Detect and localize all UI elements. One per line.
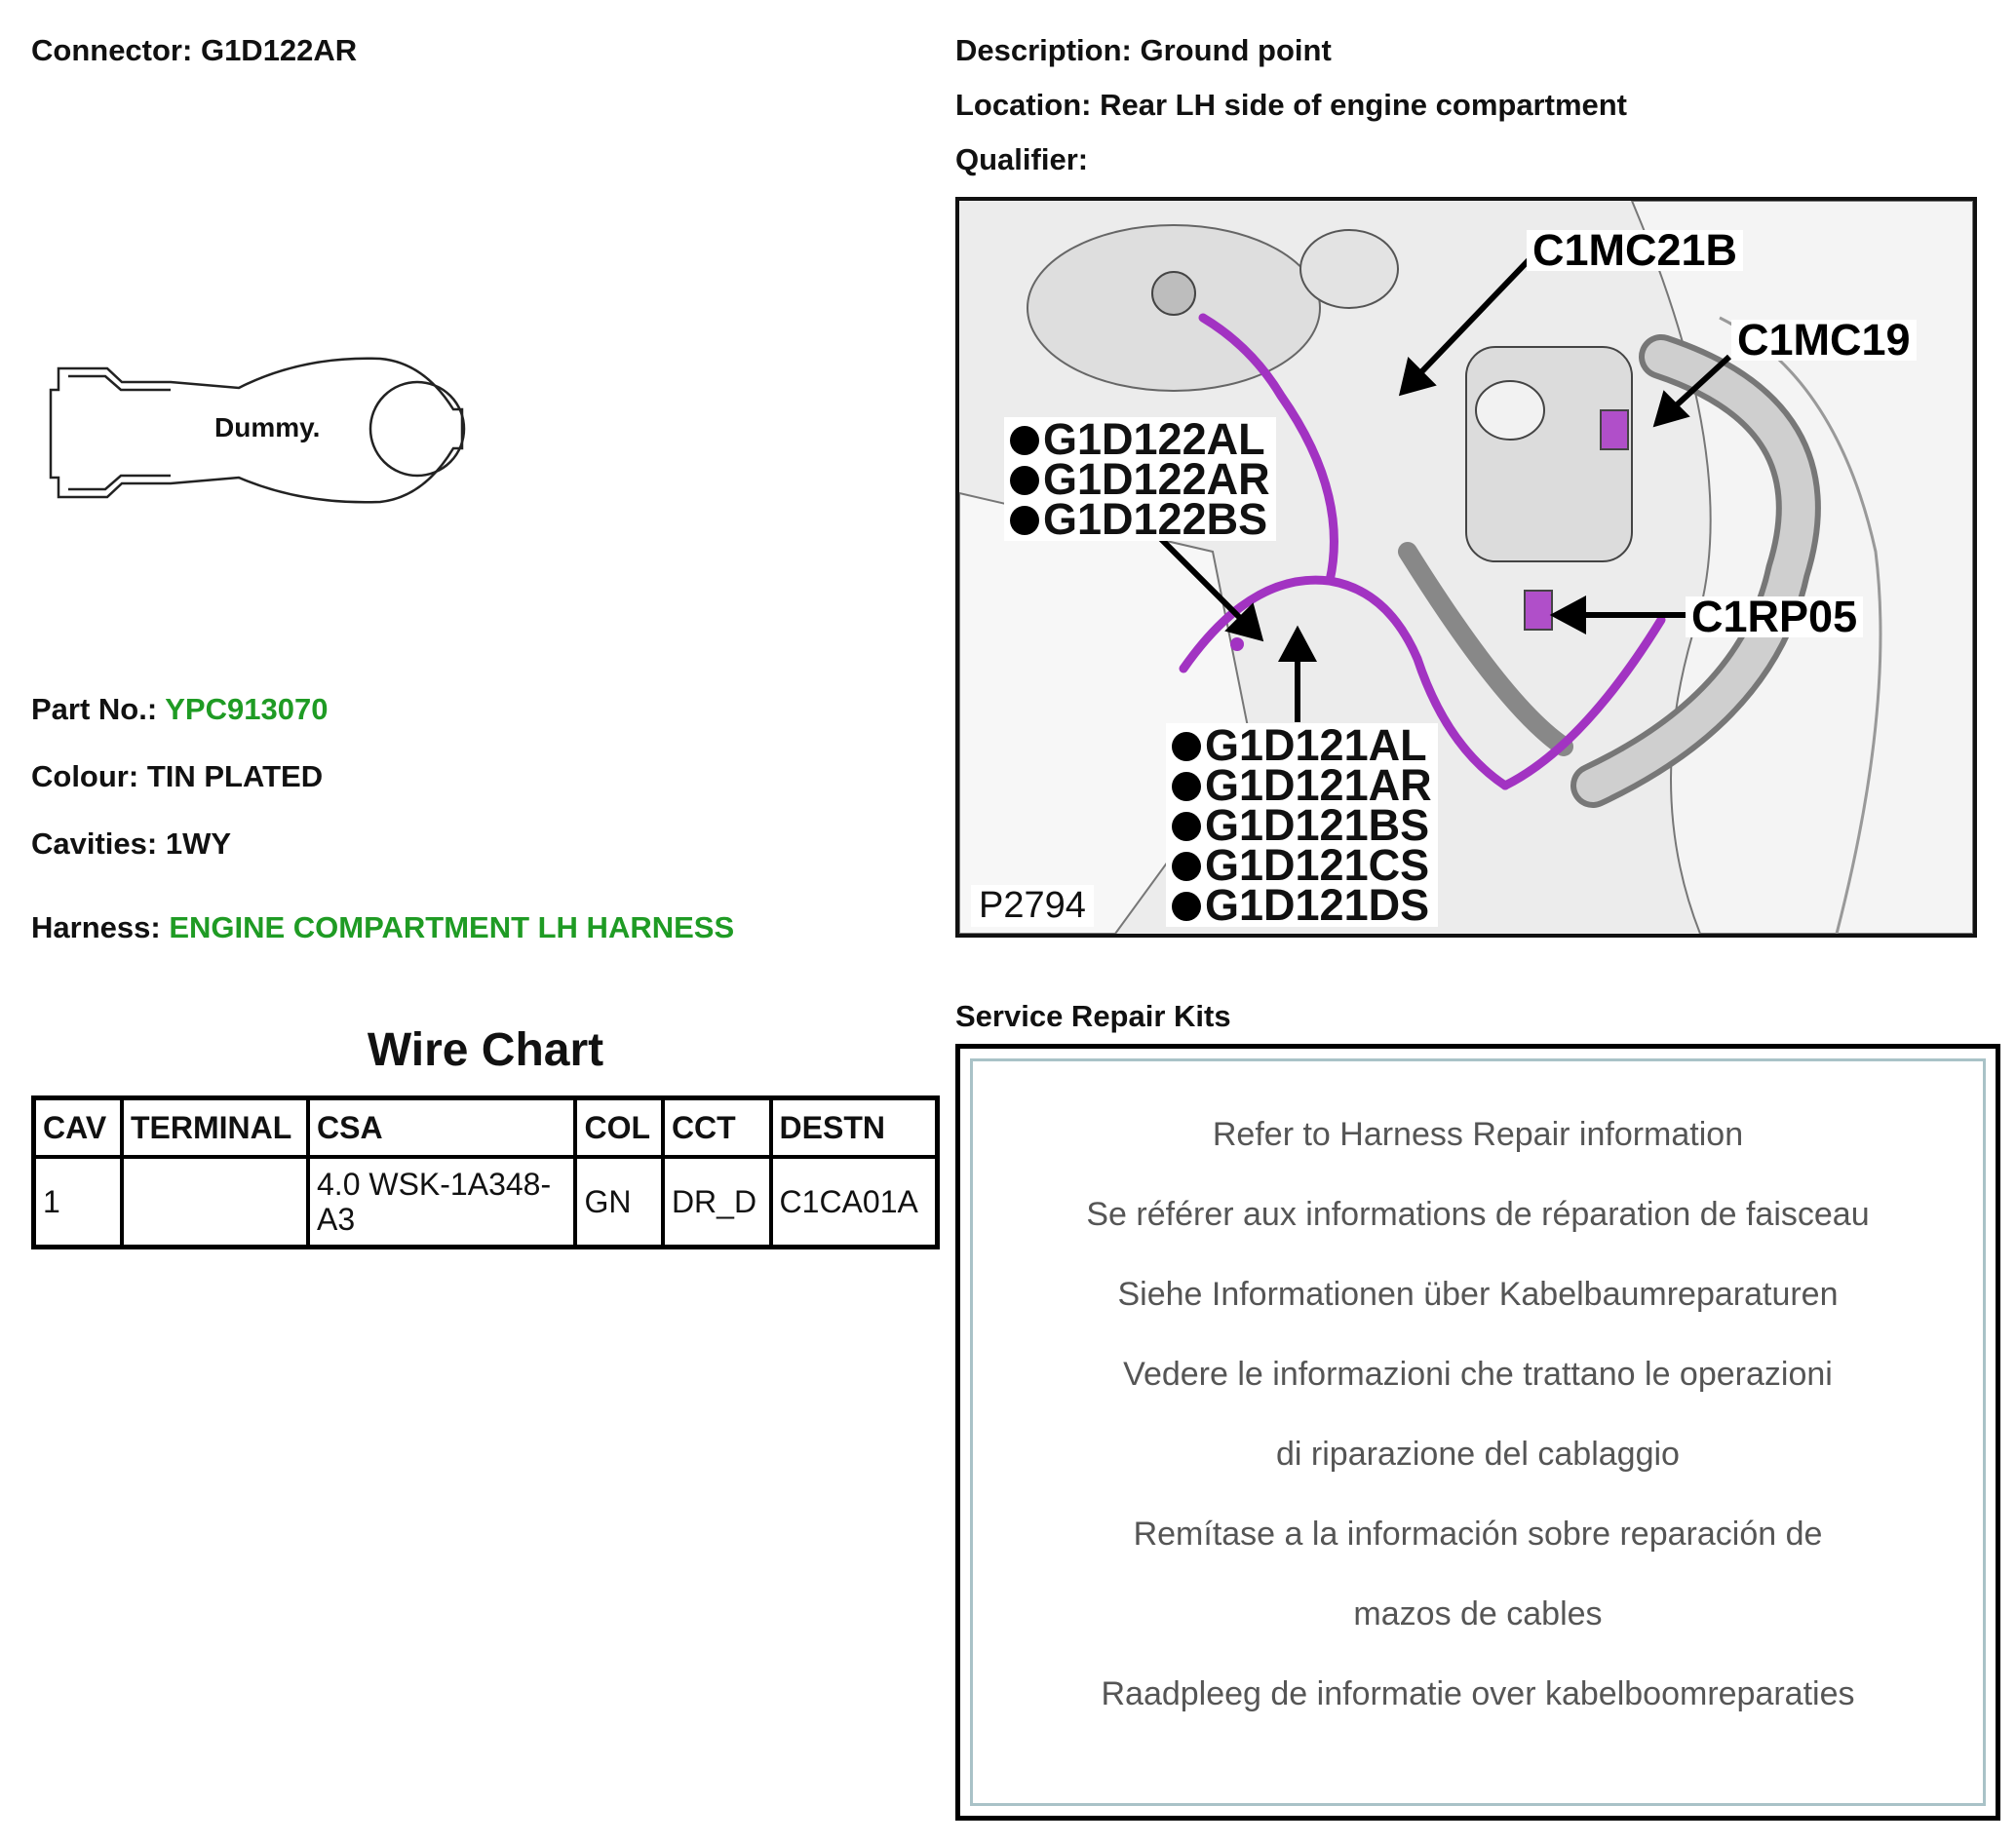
callout-g1d121al: G1D121AL (1172, 725, 1432, 765)
service-repair-kits-panel (970, 1058, 1986, 1806)
bullet-icon (1010, 426, 1039, 455)
cell-col: GN (575, 1157, 662, 1248)
callout-c1mc19: C1MC19 (1731, 320, 1917, 361)
callout-g1d121-group (1166, 720, 1438, 930)
connector-value: G1D122AR (200, 33, 358, 67)
part-number-label: Part No.: (31, 692, 158, 726)
kit-line-it-1: Vedere le informazioni che trattano le operazioni (1123, 1356, 1833, 1393)
column-header-cct: CCT (663, 1098, 771, 1158)
colour-value: TIN PLATED (146, 759, 324, 793)
location-value: Rear LH side of engine compartment (1100, 88, 1628, 122)
cavities (31, 826, 231, 862)
wire-chart-title: Wire Chart (367, 1024, 604, 1076)
colour-label: Colour: (31, 759, 139, 793)
location-label: Location: (955, 88, 1092, 122)
part-number-value: YPC913070 (165, 692, 329, 726)
bullet-icon (1172, 772, 1201, 801)
bullet-icon (1010, 506, 1039, 535)
column-header-csa: CSA (308, 1098, 575, 1158)
callout-c1mc21b: C1MC21B (1527, 230, 1743, 271)
kit-line-nl: Raadpleeg de informatie over kabelboomreparaties (1101, 1675, 1855, 1712)
column-header-cav: CAV (34, 1098, 122, 1158)
harness-label: Harness: (31, 910, 161, 944)
callout-g1d121bs: G1D121BS (1172, 805, 1432, 845)
bullet-icon (1172, 732, 1201, 761)
callout-g1d121cs: G1D121CS (1172, 845, 1432, 885)
description (955, 33, 1332, 68)
kit-line-it-2: di riparazione del cablaggio (1276, 1436, 1680, 1473)
cell-csa: 4.0 WSK-1A348-A3 (308, 1157, 575, 1248)
qualifier-label: Qualifier: (955, 142, 1089, 176)
connector-id (31, 33, 357, 68)
harness (31, 910, 734, 945)
column-header-destn: DESTN (771, 1098, 938, 1158)
service-repair-kits-box (955, 1044, 2000, 1821)
description-label: Description: (955, 33, 1132, 67)
description-value: Ground point (1140, 33, 1332, 67)
bullet-icon (1172, 892, 1201, 921)
cell-cav: 1 (34, 1157, 122, 1248)
part-number (31, 692, 328, 727)
cell-terminal (122, 1157, 308, 1248)
engine-bay-illustration (959, 201, 1973, 934)
table-row (34, 1157, 938, 1248)
picture-reference: P2794 (971, 885, 1094, 927)
kit-line-en: Refer to Harness Repair information (1212, 1116, 1744, 1153)
kit-line-de: Siehe Informationen über Kabelbaumreparaturen (1117, 1276, 1839, 1313)
callout-g1d122-group (1004, 414, 1276, 544)
cavities-label: Cavities: (31, 826, 158, 861)
callout-g1d122ar: G1D122AR (1010, 459, 1270, 499)
callout-g1d121ds: G1D121DS (1172, 885, 1432, 925)
cavities-value: 1WY (165, 826, 232, 861)
kit-line-fr: Se référer aux informations de réparation de faisceau (1086, 1196, 1870, 1233)
callout-g1d122bs: G1D122BS (1010, 499, 1270, 539)
callout-g1d121ar: G1D121AR (1172, 765, 1432, 805)
callout-g1d122al: G1D122AL (1010, 419, 1270, 459)
location (955, 88, 1627, 123)
terminal-drawing (39, 351, 526, 521)
location-picture (955, 197, 1977, 938)
qualifier (955, 142, 1088, 177)
colour (31, 759, 323, 794)
bullet-icon (1172, 852, 1201, 881)
column-header-terminal: TERMINAL (122, 1098, 308, 1158)
bullet-icon (1172, 812, 1201, 841)
callout-c1rp05: C1RP05 (1686, 596, 1863, 637)
cell-cct: DR_D (663, 1157, 771, 1248)
table-header-row (34, 1098, 938, 1158)
service-repair-kits-title: Service Repair Kits (955, 999, 1231, 1033)
cell-destn: C1CA01A (771, 1157, 938, 1248)
wire-chart-table (31, 1095, 940, 1249)
bullet-icon (1010, 466, 1039, 495)
kit-line-es-2: mazos de cables (1353, 1595, 1603, 1633)
connector-label: Connector: (31, 33, 193, 67)
harness-value: ENGINE COMPARTMENT LH HARNESS (169, 910, 735, 944)
column-header-col: COL (575, 1098, 662, 1158)
kit-line-es-1: Remítase a la información sobre reparación de (1133, 1516, 1823, 1553)
terminal-drawing-label: Dummy. (214, 412, 321, 442)
